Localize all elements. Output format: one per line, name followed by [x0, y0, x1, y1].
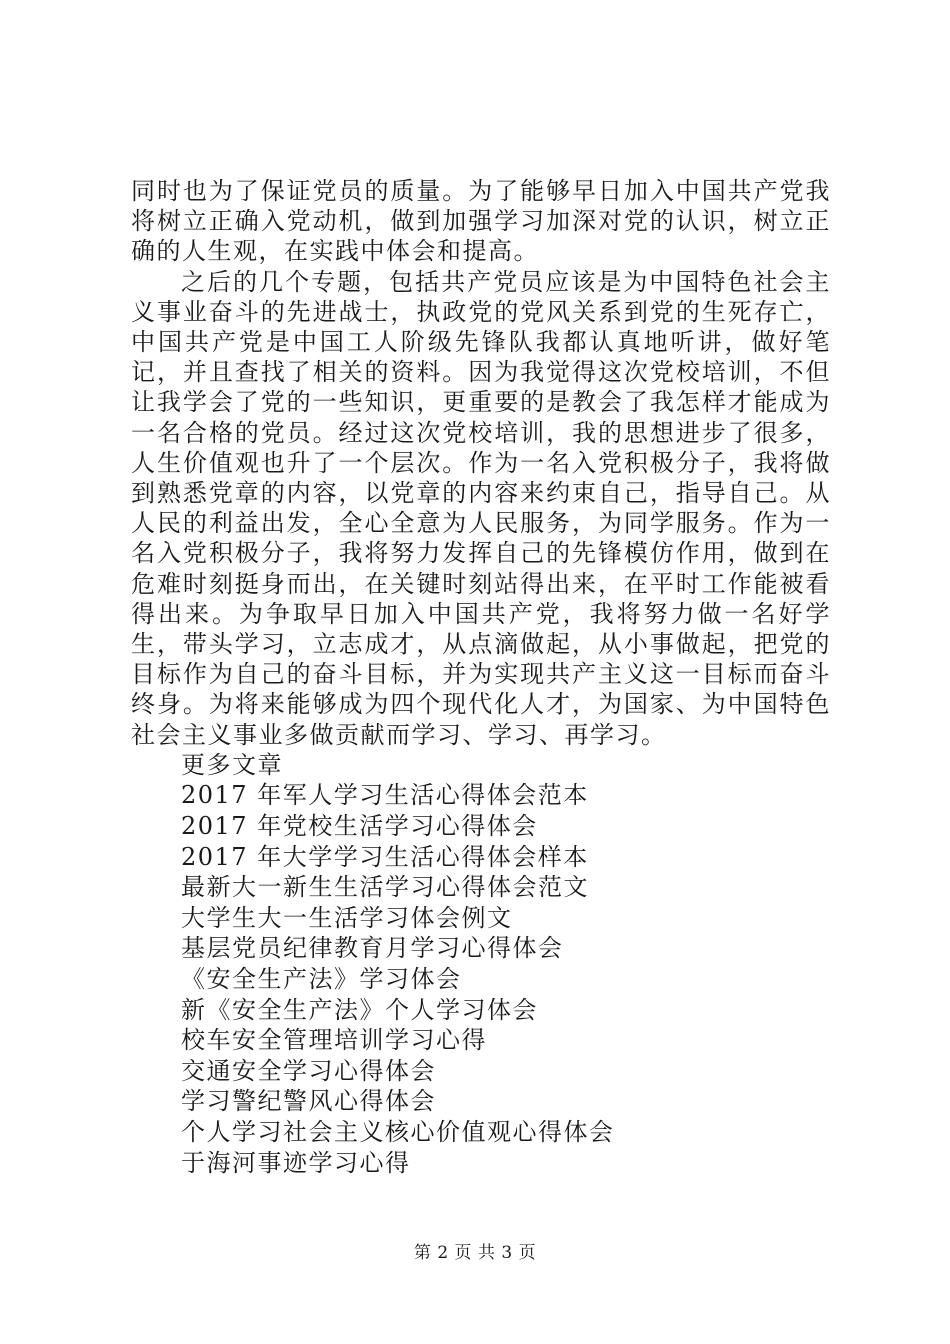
article-link[interactable]: 学习警纪警风心得体会	[181, 1087, 436, 1116]
article-link[interactable]: 2017 年党校生活学习心得体会	[181, 812, 538, 841]
article-link[interactable]: 新《安全生产法》个人学习体会	[181, 995, 538, 1024]
page-number-footer: 第 2 页 共 3 页	[413, 1243, 537, 1263]
article-link[interactable]: 于海河事迹学习心得	[181, 1148, 411, 1177]
article-link[interactable]: 交通安全学习心得体会	[181, 1056, 436, 1085]
article-link[interactable]: 校车安全管理培训学习心得	[181, 1026, 487, 1055]
more-articles-heading: 更多文章	[181, 750, 283, 779]
article-link[interactable]: 基层党员纪律教育月学习心得体会	[181, 934, 564, 963]
article-link[interactable]: 2017 年大学学习生活心得体会样本	[181, 842, 589, 871]
article-link[interactable]: 个人学习社会主义核心价值观心得体会	[181, 1117, 615, 1146]
article-link[interactable]: 大学生大一生活学习体会例文	[181, 903, 513, 932]
body-paragraph: 同时也为了保证党员的质量。为了能够早日加入中国共产党我将树立正确入党动机，做到加强学习加深对党的认识，树立正确的人生观，在实践中体会和提高。	[131, 177, 831, 266]
article-link[interactable]: 2017 年军人学习生活心得体会范本	[181, 781, 589, 810]
article-link[interactable]: 最新大一新生生活学习心得体会范文	[181, 873, 589, 902]
article-link[interactable]: 《安全生产法》学习体会	[181, 965, 462, 994]
document-body	[131, 176, 831, 1178]
body-paragraph: 之后的几个专题，包括共产党员应该是为中国特色社会主义事业奋斗的先进战士，执政党的党风关系到党的生死存亡，中国共产党是中国工人阶级先锋队我都认真地听讲，做好笔记，并且查找了相关的资料。因为我觉得这次党校培训，不但让我学会了党的一些知识，更重要的是教会了我怎样才能成为一名合格的党员。经过这次党校培训，我的思想进步了很多，人生价值观也升了一个层次。作为一名入党积极分子，我将做到熟悉党章的内容，以党章的内容来约束自己，指导自己。从人民的利益出发，全心全意为人民服务，为同学服务。作为一名入党积极分子，我将努力发挥自己的先锋模仿作用，做到在危难时刻挺身而出，在关键时刻站得出来，在平时工作能被看得出来。为争取早日加入中国共产党，我将努力做一名好学生，带头学习，立志成才，从点滴做起，从小事做起，把党的目标作为自己的奋斗目标，并为实现共产主义这一目标而奋斗终身。为将来能够成为四个现代化人才，为国家、为中国特色社会主义事业多做贡献而学习、学习、再学习。	[131, 267, 831, 749]
more-articles-list	[131, 780, 831, 1178]
